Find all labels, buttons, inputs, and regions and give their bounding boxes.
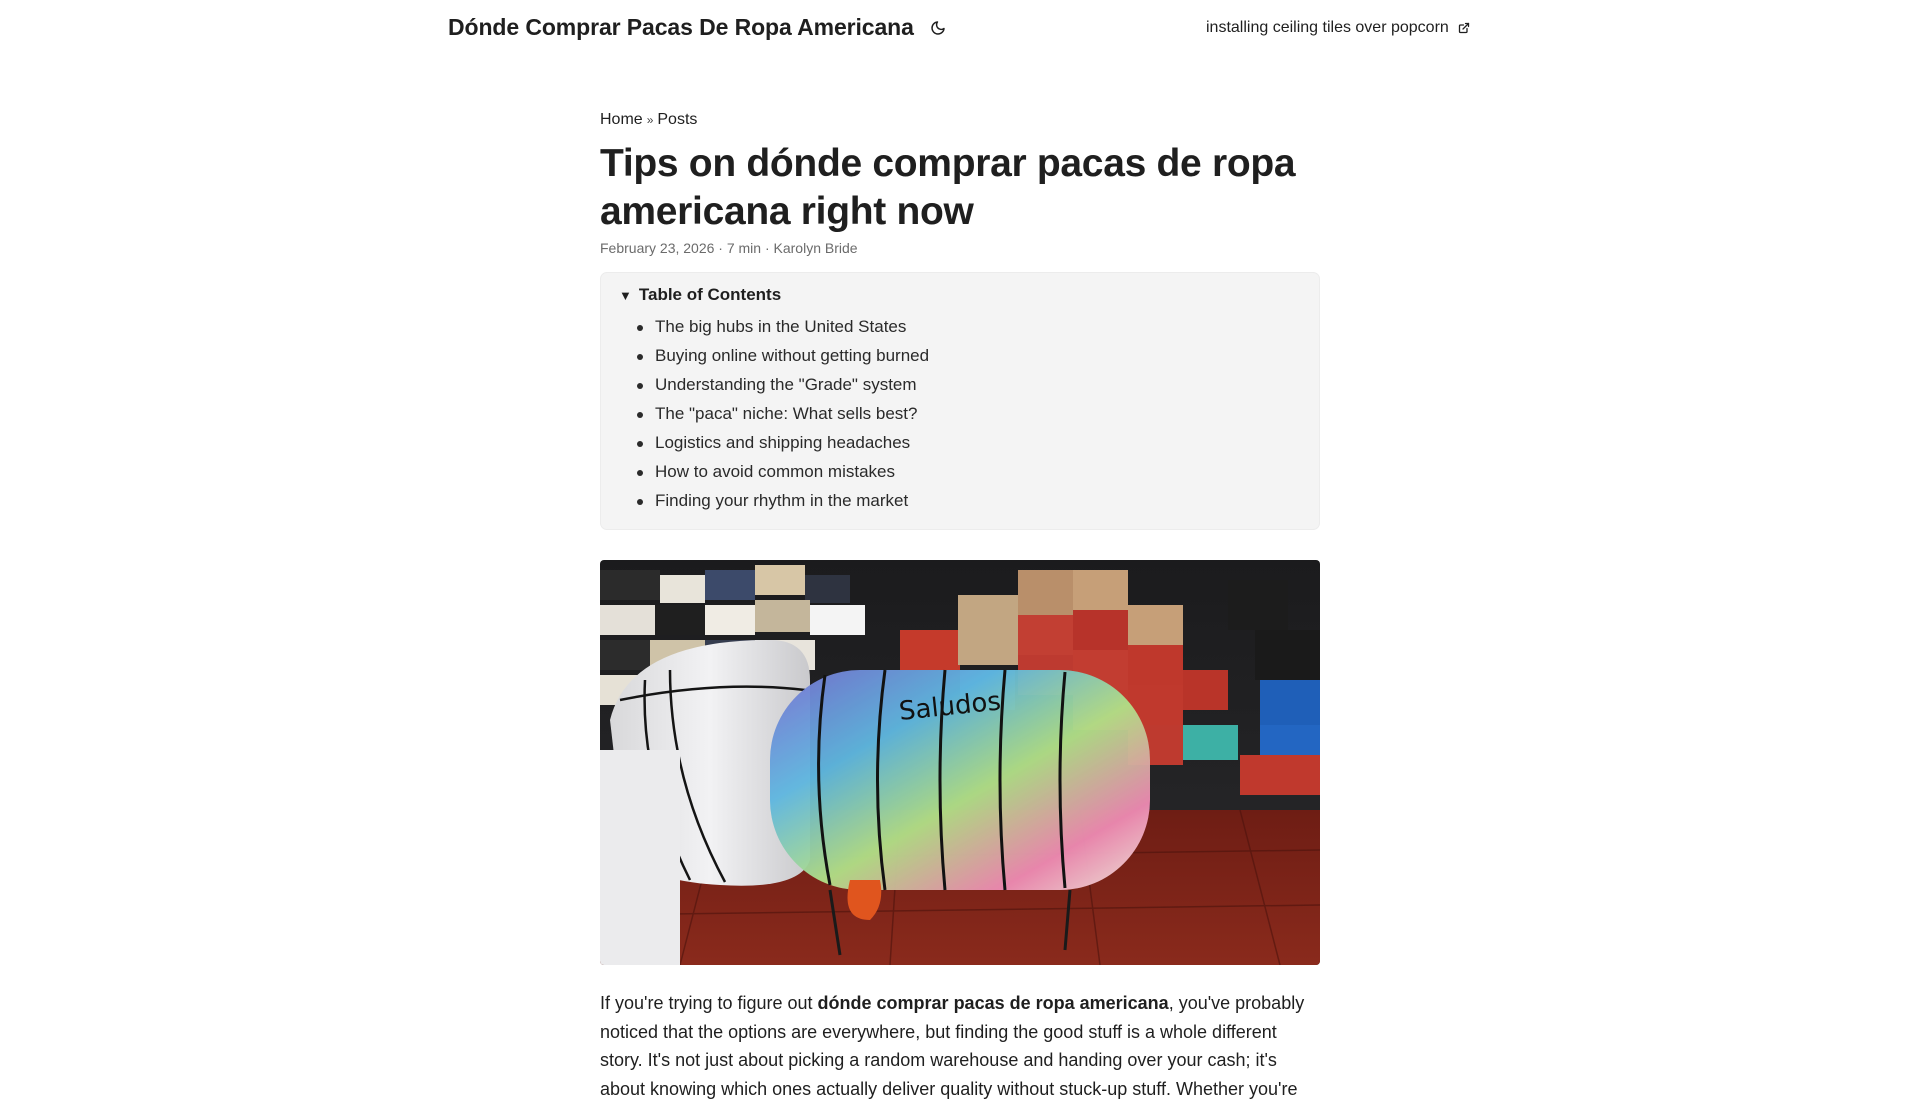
toc-list	[619, 312, 1301, 515]
toc-link-paca-niche[interactable]: The "paca" niche: What sells best?	[655, 404, 918, 423]
bale-handwriting: Saludos	[897, 686, 1003, 727]
intro-keyword: dónde comprar pacas de ropa americana	[817, 993, 1169, 1013]
toc-link-common-mistakes[interactable]: How to avoid common mistakes	[655, 462, 895, 481]
intro-text-rest: , you've probably noticed that the options are everywhere, but finding the good stuff is a whole different story. It's not just about picking a random warehouse and handing over your cash; it's about knowing which ones actually deliver quality without stuck-up stuff. Whether you're	[600, 993, 1305, 1099]
breadcrumb-posts[interactable]: Posts	[657, 111, 698, 128]
toc-item	[637, 428, 1301, 457]
site-header	[0, 0, 1920, 60]
toc-toggle[interactable]	[619, 283, 1301, 307]
breadcrumb-home[interactable]: Home	[600, 111, 643, 128]
cover-image	[600, 560, 1320, 965]
toc-link-big-hubs[interactable]: The big hubs in the United States	[655, 317, 907, 336]
external-link-icon	[1458, 22, 1470, 34]
intro-paragraph	[600, 989, 1320, 1103]
toc-item	[637, 341, 1301, 370]
nav-link-external[interactable]	[1206, 19, 1470, 37]
toc-link-finding-rhythm[interactable]: Finding your rhythm in the market	[655, 491, 909, 510]
toc-link-logistics[interactable]: Logistics and shipping headaches	[655, 433, 911, 452]
logo-wrap	[448, 14, 948, 41]
nav-link-label: installing ceiling tiles over popcorn	[1206, 19, 1449, 36]
toc-link-grade-system[interactable]: Understanding the "Grade" system	[655, 375, 917, 394]
toc-item	[637, 312, 1301, 341]
breadcrumb-separator: »	[646, 113, 654, 127]
toc-item	[637, 486, 1301, 515]
breadcrumb	[600, 108, 1320, 132]
moon-icon[interactable]	[928, 18, 948, 38]
post-meta: February 23, 2026 · 7 min · Karolyn Bride	[600, 240, 858, 256]
intro-text-start: If you're trying to figure out	[600, 993, 818, 1013]
toc-link-buying-online[interactable]: Buying online without getting burned	[655, 346, 930, 365]
triangle-down-icon: ▼	[619, 287, 632, 303]
post-main	[600, 108, 1320, 1103]
post-title: Tips on dónde comprar pacas de ropa americana right now	[600, 142, 1296, 233]
toc-item	[637, 370, 1301, 399]
toc-title: Table of Contents	[638, 285, 782, 304]
toc-item	[637, 457, 1301, 486]
site-title-link[interactable]: Dónde Comprar Pacas De Ropa Americana	[448, 14, 914, 40]
table-of-contents	[600, 272, 1320, 530]
toc-item	[637, 399, 1301, 428]
